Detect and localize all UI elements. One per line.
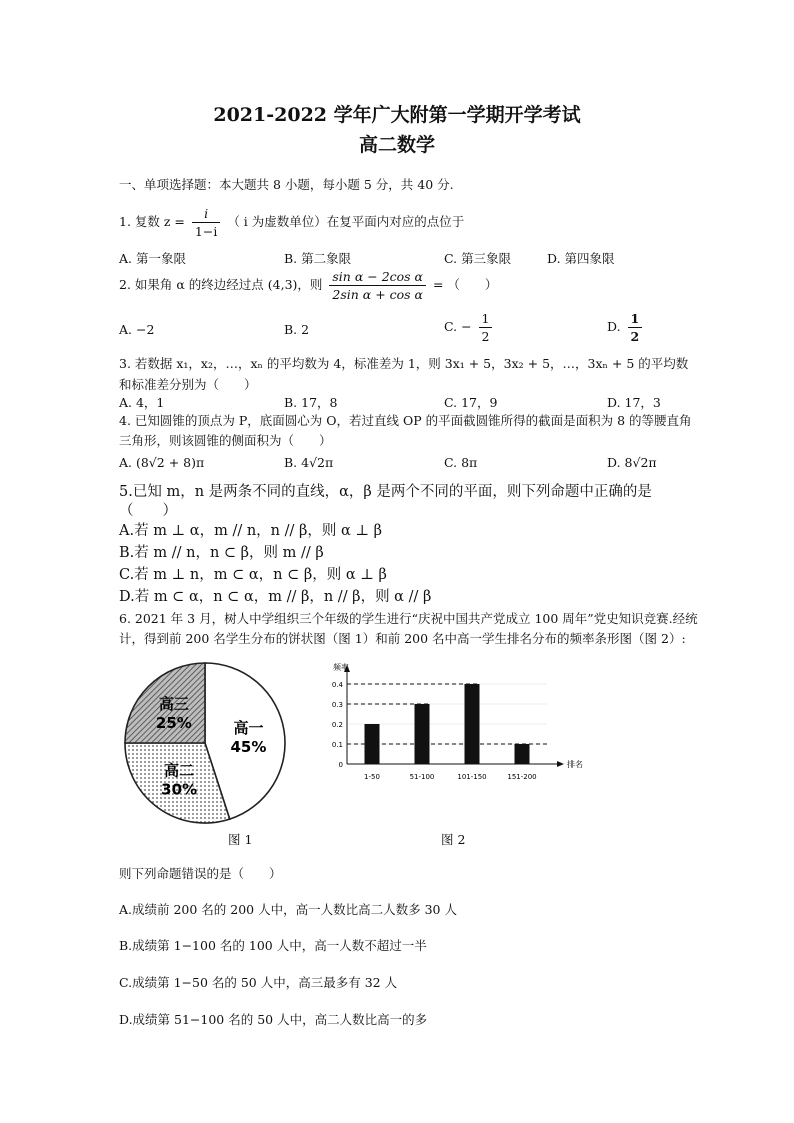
q1-option-d: D. 第四象限: [547, 251, 615, 266]
y-tick-label: 0: [338, 761, 343, 769]
q6-option-a: A.成绩前 200 名的 200 人中，高一人数比高二人数多 30 人: [119, 902, 457, 917]
q1-option-b: B. 第二象限: [284, 251, 352, 266]
q6-option-b: B.成绩第 1−100 名的 100 人中，高一人数不超过一半: [119, 938, 427, 953]
question-3-line2: 和标准差分别为（ ）: [119, 377, 257, 392]
y-tick-label: 0.4: [331, 681, 343, 689]
q1-fraction: $\frac{i}{1-i}$: [192, 205, 220, 240]
q1-option-c: C. 第三象限: [444, 251, 512, 266]
q3-option-c: C. 17，9: [444, 395, 498, 410]
bar-1-50: [365, 724, 380, 764]
y-tick-label: 0.3: [331, 701, 343, 709]
q5-option-b: B.若 m // n，n ⊂ β，则 m // β: [119, 545, 324, 561]
pie-category-label: 高三: [158, 694, 189, 713]
y-tick-label: 0.2: [331, 721, 343, 729]
x-axis-label: 排名: [567, 760, 583, 769]
q1-option-a: A. 第一象限: [119, 251, 186, 266]
question-4-line1: 4. 已知圆锥的顶点为 P，底面圆心为 O，若过直线 OP 的平面截圆锥所得的截面是面积为 8 的等腰直角: [119, 413, 692, 428]
q5-option-d: D.若 m ⊂ α，n ⊂ α，m // β，n // β，则 α // β: [119, 589, 432, 605]
question-5-line2: （ ）: [119, 503, 177, 519]
question-2: 2. 如果角 α 的终边经过点 (4,3)，则 $\frac{\text{sin α − 2cos α}}{\text{2sin α + cos α}}$ = （ ）: [119, 269, 498, 302]
question-6-line1: 6. 2021 年 3 月，树人中学组织三个年级的学生进行“庆祝中国共产党成立 100 周年”党史知识竞赛.经统: [119, 611, 698, 626]
q3-option-d: D. 17，3: [607, 395, 661, 410]
q4-option-d: D. 8√2π: [607, 455, 657, 470]
exam-title: 2021-2022 学年广大附第一学期开学考试: [213, 104, 581, 126]
x-tick-label: 1-50: [364, 773, 380, 781]
q2-option-b: B. 2: [284, 322, 310, 337]
figure-2-caption: 图 2: [441, 832, 466, 847]
question-3-line1: 3. 若数据 x₁，x₂，…，xₙ 的平均数为 4，标准差为 1，则 3x₁ + 5，3x₂ + 5，…，3xₙ + 5 的平均数: [119, 356, 689, 371]
q5-option-a: A.若 m ⊥ α，m // n，n // β，则 α ⊥ β: [119, 523, 383, 539]
q6-option-c: C.成绩第 1−50 名的 50 人中，高三最多有 32 人: [119, 975, 398, 990]
x-tick-label: 51-100: [409, 773, 435, 781]
q3-option-b: B. 17，8: [284, 395, 338, 410]
bar-101-150: [465, 684, 480, 764]
pie-category-label: 高一: [233, 719, 264, 738]
q4-option-b: B. 4√2π: [284, 455, 334, 470]
q2-fraction: $\frac{\text{sin α − 2cos α}}{\text{2sin α + cos α}}$: [329, 268, 426, 303]
x-axis-arrow: [557, 761, 564, 767]
bar-51-100: [415, 704, 430, 764]
pie-chart: [115, 660, 305, 825]
section-heading: 一、单项选择题：本大题共 8 小题，每小题 5 分，共 40 分.: [119, 177, 454, 192]
pie-percent-label: 30%: [161, 780, 198, 799]
bar-151-200: [515, 744, 530, 764]
q3-option-a: A. 4，1: [119, 395, 165, 410]
question-6-ask: 则下列命题错误的是（ ）: [119, 866, 282, 881]
question-4-line2: 三角形，则该圆锥的侧面积为（ ）: [119, 433, 332, 448]
pie-percent-label: 45%: [230, 738, 267, 757]
q6-option-d: D.成绩第 51−100 名的 50 人中，高二人数比高一的多: [119, 1012, 428, 1027]
q4-option-c: C. 8π: [444, 455, 478, 470]
question-1: 1. 复数 z = $\frac{i}{1-i}$ （ i 为虚数单位）在复平面内对应的点位于: [119, 206, 465, 239]
pie-percent-label: 25%: [155, 713, 192, 732]
question-6-line2: 计，得到前 200 名学生分布的饼状图（图 1）和前 200 名中高一学生排名分布的频率条形图（图 2）:: [119, 631, 686, 646]
pie-category-label: 高二: [164, 761, 195, 780]
q2-option-c: C. − $\frac{1}{2}$: [444, 310, 495, 345]
exam-subtitle: 高二数学: [358, 134, 435, 156]
y-axis-label: 频率: [333, 663, 349, 672]
question-5-line1: 5.已知 m，n 是两条不同的直线，α，β 是两个不同的平面，则下列命题中正确的是: [119, 484, 652, 500]
bar-chart: [325, 660, 585, 788]
y-tick-label: 0.1: [331, 741, 343, 749]
q2-option-a: A. −2: [119, 322, 155, 337]
x-tick-label: 101-150: [457, 773, 487, 781]
figure-1-caption: 图 1: [228, 832, 253, 847]
q2-option-d: D. $\frac{1}{2}$: [607, 310, 645, 345]
q4-option-a: A. (8√2 + 8)π: [119, 455, 205, 470]
q5-option-c: C.若 m ⊥ n，m ⊂ α，n ⊂ β，则 α ⊥ β: [119, 567, 387, 583]
x-tick-label: 151-200: [507, 773, 537, 781]
